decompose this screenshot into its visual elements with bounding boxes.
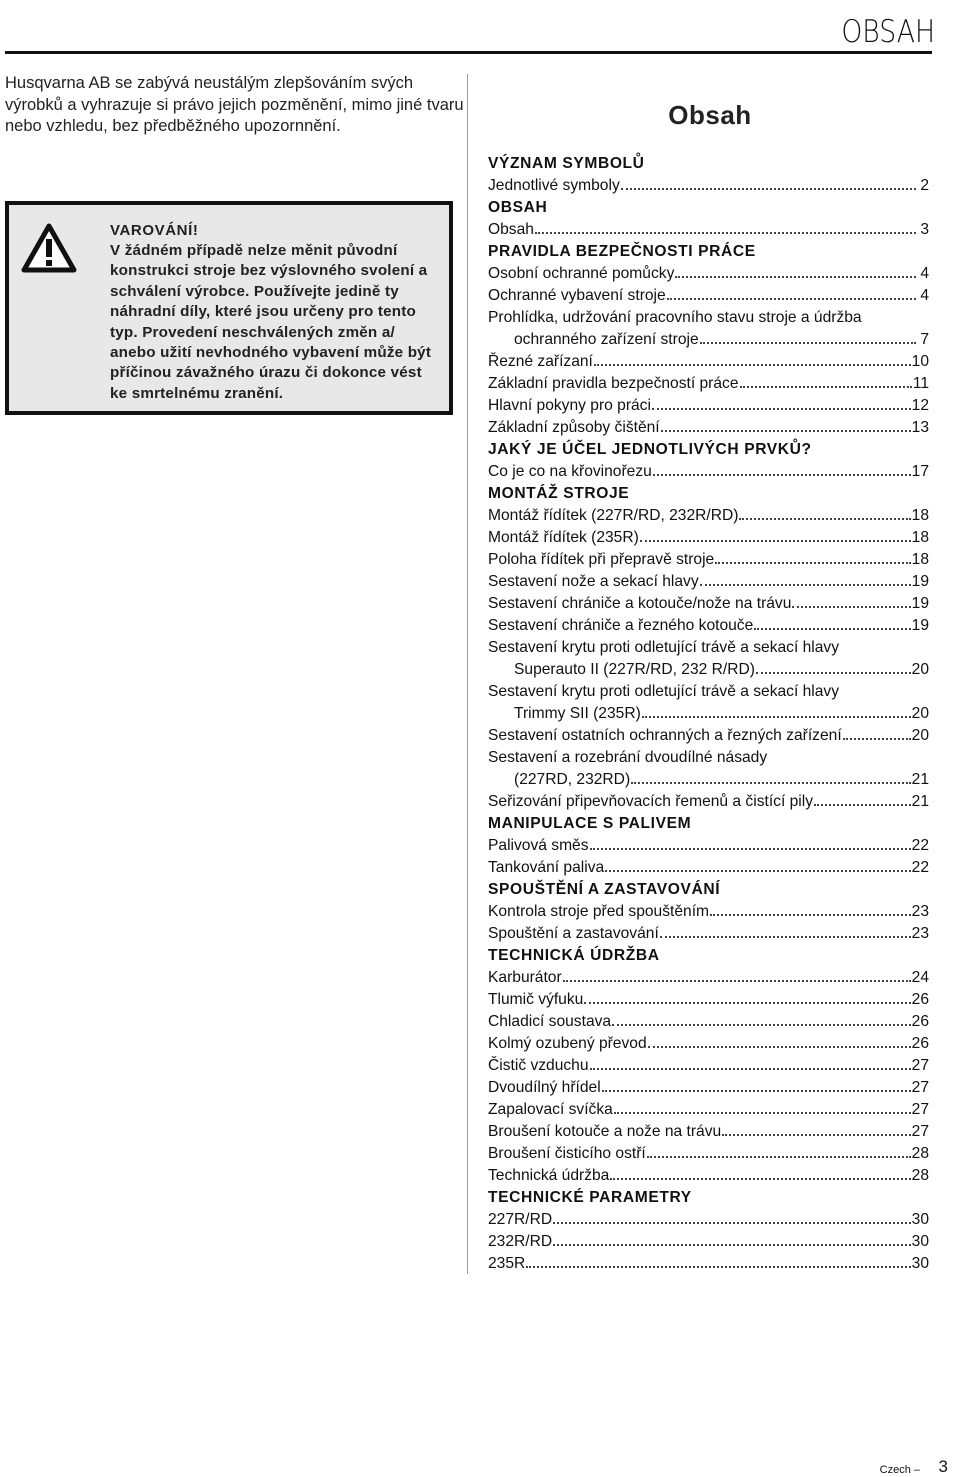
- toc-page-number: 27: [911, 1123, 929, 1140]
- toc-entry-label: Montáž řídítek (235R): [488, 529, 639, 546]
- toc-dot-leader: [653, 457, 911, 476]
- toc-page-number: 3: [920, 221, 929, 238]
- toc-entry-label: Sestavení chrániče a řezného kotouče: [488, 617, 754, 634]
- toc-entry-label: Sestavení a rozebrání dvoudílné násady: [488, 749, 768, 766]
- toc-page-number: 23: [911, 903, 929, 920]
- toc-dot-leader: [700, 567, 911, 586]
- toc-page-number: 13: [911, 419, 929, 436]
- toc-entry: [488, 857, 929, 879]
- toc-entry-label: Trimmy SII (235R): [514, 705, 641, 722]
- toc-entry-label: Jednotlivé symboly: [488, 177, 620, 194]
- toc-page-number: 30: [911, 1211, 929, 1228]
- toc-dot-leader: [594, 347, 911, 366]
- toc-page-number: 7: [920, 331, 929, 348]
- toc-entry-label: Superauto II (227R/RD, 232 R/RD): [514, 661, 755, 678]
- toc-dot-leader: [526, 1249, 910, 1268]
- toc-entry-label: Základní způsoby čištění: [488, 419, 660, 436]
- toc-entry: [488, 1165, 929, 1187]
- toc-dot-leader: [590, 831, 911, 850]
- toc-dot-leader: [614, 1095, 911, 1114]
- toc-page-number: 4: [920, 265, 929, 282]
- toc-page-number: 18: [911, 529, 929, 546]
- toc-dot-leader: [814, 787, 911, 806]
- toc-dot-leader: [652, 391, 911, 410]
- toc-entry-label: Palivová směs: [488, 837, 589, 854]
- toc-dot-leader: [648, 1029, 911, 1048]
- column-divider: [467, 74, 468, 1274]
- toc-entry-label: Kontrola stroje před spouštěním: [488, 903, 710, 920]
- toc-page-number: 24: [911, 969, 929, 986]
- toc-entry-label: Montáž řídítek (227R/RD, 232R/RD): [488, 507, 739, 524]
- toc-entry-label: Prohlídka, udržování pracovního stavu stroje a údržba: [488, 309, 862, 326]
- toc-entry: [488, 175, 929, 197]
- toc-section-heading: MONTÁŽ STROJE: [488, 485, 630, 502]
- toc-dot-leader: [553, 1205, 911, 1224]
- toc-page-number: 30: [911, 1233, 929, 1250]
- toc-page-number: 19: [911, 573, 929, 590]
- toc-dot-leader: [675, 259, 916, 278]
- toc-page-number: 28: [911, 1145, 929, 1162]
- toc-dot-leader: [640, 523, 911, 542]
- toc-dot-leader: [563, 963, 911, 982]
- toc-section-heading: SPOUŠTĚNÍ A ZASTAVOVÁNÍ: [488, 881, 721, 898]
- toc-entry-label: Obsah: [488, 221, 534, 238]
- warning-text: V žádném případě nelze měnit původní konstrukci stroje bez výslovného svolení a schválení výrobce. Používejte jedině ty náhradní díly, které jsou určeny pro tento typ. Provedení neschválených změn a/ anebo užití nevhodného vybavení může být příčinou závažného úrazu či dokonce vést ke smrtelnému zranění.: [110, 242, 432, 402]
- toc-page-number: 12: [911, 397, 929, 414]
- toc-entry-label: Zapalovací svíčka: [488, 1101, 613, 1118]
- toc-page-number: 23: [911, 925, 929, 942]
- toc-dot-leader: [610, 1161, 910, 1180]
- toc-entry: [488, 615, 929, 637]
- toc-dot-leader: [715, 545, 910, 564]
- toc-page-number: 20: [911, 727, 929, 744]
- toc-page-number: 19: [911, 595, 929, 612]
- warning-box: [5, 201, 453, 415]
- toc-dot-leader: [722, 1117, 910, 1136]
- toc-dot-leader: [621, 171, 916, 190]
- intro-paragraph: Husqvarna AB se zabývá neustálým zlepšováním svých výrobků a vyhrazuje si právo jejich pozměnění, mimo jiné tvaru nebo vzhledu, bez předběžného upozornnění.: [5, 74, 464, 135]
- toc-dot-leader: [660, 919, 911, 938]
- toc-entry: [488, 791, 929, 813]
- toc-entry-label: Osobní ochranné pomůcky: [488, 265, 675, 282]
- toc-entry-label: Sestavení chrániče a kotouče/nože na trávu: [488, 595, 792, 612]
- toc-section-heading: OBSAH: [488, 199, 548, 216]
- toc-entry: [488, 659, 929, 681]
- toc-dot-leader: [605, 853, 910, 872]
- toc-entry: [488, 923, 929, 945]
- toc-entry-label: Základní pravidla bezpečností práce: [488, 375, 739, 392]
- toc-dot-leader: [553, 1227, 911, 1246]
- toc-entry-label: Karburátor: [488, 969, 562, 986]
- toc-page-number: 18: [911, 507, 929, 524]
- page-header-title: OBSAH: [841, 14, 935, 50]
- toc-entry-label: Sestavení krytu proti odletující trávě a sekací hlavy: [488, 683, 840, 700]
- toc-page-number: 26: [911, 991, 929, 1008]
- toc-dot-leader: [700, 325, 916, 344]
- toc-dot-leader: [710, 897, 911, 916]
- toc-section-heading: PRAVIDLA BEZPEČNOSTI PRÁCE: [488, 243, 756, 260]
- toc-dot-leader: [843, 721, 911, 740]
- header-rule: [5, 51, 932, 54]
- toc-page-number: 26: [911, 1013, 929, 1030]
- toc-dot-leader: [535, 215, 916, 234]
- toc-page-number: 20: [911, 661, 929, 678]
- toc-page-number: 28: [911, 1167, 929, 1184]
- toc-entry-label: 235R: [488, 1255, 526, 1272]
- toc-section-heading: MANIPULACE S PALIVEM: [488, 815, 692, 832]
- toc-section-heading: TECHNICKÁ ÚDRŽBA: [488, 947, 660, 964]
- toc-entry-label: Poloha řídítek při přepravě stroje: [488, 551, 715, 568]
- toc-dot-leader: [739, 501, 910, 520]
- toc-entry-label: Co je co na křovinořezu: [488, 463, 652, 480]
- toc-page-number: 17: [911, 463, 929, 480]
- toc-entry-label: Hlavní pokyny pro práci: [488, 397, 651, 414]
- toc-entry-label: Tankování paliva: [488, 859, 605, 876]
- toc-entry-label: 232R/RD: [488, 1233, 553, 1250]
- toc-entry: [488, 1253, 929, 1275]
- toc-entry-label: (227RD, 232RD): [514, 771, 631, 788]
- toc-entry-label: Sestavení krytu proti odletující trávě a sekací hlavy: [488, 639, 840, 656]
- toc-entry: [488, 461, 929, 483]
- toc-entry: [488, 417, 929, 439]
- toc-entry-label: Ochranné vybavení stroje: [488, 287, 666, 304]
- toc-dot-leader: [612, 1007, 911, 1026]
- toc-entry-label: Tlumič výfuku: [488, 991, 584, 1008]
- toc-entry-label: ochranného zařízení stroje: [514, 331, 699, 348]
- toc-page-number: 2: [920, 177, 929, 194]
- toc-entry-label: Řezné zařízaní: [488, 353, 593, 370]
- toc-title: Obsah: [668, 100, 752, 130]
- toc-page-number: 27: [911, 1079, 929, 1096]
- toc-dot-leader: [642, 699, 911, 718]
- toc-dot-leader: [661, 413, 911, 432]
- toc-entry: [488, 725, 929, 747]
- toc-page-number: 19: [911, 617, 929, 634]
- toc-page-number: 21: [911, 793, 929, 810]
- toc-entry-label: Čistič vzduchu: [488, 1057, 589, 1074]
- toc-page-number: 22: [911, 837, 929, 854]
- toc-dot-leader: [602, 1073, 911, 1092]
- toc-page-number: 4: [920, 287, 929, 304]
- toc-entry-label: Sestavení nože a sekací hlavy: [488, 573, 699, 590]
- toc-entry-label: Dvoudílný hřídel: [488, 1079, 601, 1096]
- toc-page-number: 11: [912, 375, 929, 392]
- toc-entry-label: 227R/RD: [488, 1211, 553, 1228]
- toc-section-heading: TECHNICKÉ PARAMETRY: [488, 1189, 692, 1206]
- toc-page-number: 21: [911, 771, 929, 788]
- toc-entry-label: Kolmý ozubený převod: [488, 1035, 647, 1052]
- warning-triangle-icon: [21, 223, 77, 273]
- toc-entry-label: Broušení kotouče a nože na trávu: [488, 1123, 722, 1140]
- toc-dot-leader: [667, 281, 916, 300]
- toc-dot-leader: [756, 655, 911, 674]
- toc-entry: [488, 285, 929, 307]
- toc-page-number: 27: [911, 1057, 929, 1074]
- toc-entry: [488, 219, 929, 241]
- toc-section-heading: VÝZNAM SYMBOLŮ: [488, 155, 645, 172]
- toc-entry-label: Seřizování připevňovacích řemenů a čistící pily: [488, 793, 814, 810]
- toc-page-number: 26: [911, 1035, 929, 1052]
- toc-dot-leader: [584, 985, 910, 1004]
- toc-section-heading: JAKÝ JE ÚČEL JEDNOTLIVÝCH PRVKŮ?: [488, 441, 812, 458]
- toc-page-number: 30: [911, 1255, 929, 1272]
- toc-dot-leader: [754, 611, 910, 630]
- toc-dot-leader: [631, 765, 911, 784]
- footer-language: Czech –: [879, 1464, 920, 1476]
- toc-page-number: 27: [911, 1101, 929, 1118]
- toc-entry-label: Technická údržba: [488, 1167, 610, 1184]
- table-of-contents: [488, 153, 929, 1275]
- warning-title: VAROVÁNÍ!: [110, 222, 199, 239]
- toc-page-number: 18: [911, 551, 929, 568]
- toc-dot-leader: [647, 1139, 911, 1158]
- toc-entry-label: Chladicí soustava: [488, 1013, 612, 1030]
- toc-entry-label: Spouštění a zastavování: [488, 925, 659, 942]
- toc-entry-label: Sestavení ostatních ochranných a řezných zařízení: [488, 727, 842, 744]
- toc-page-number: 20: [911, 705, 929, 722]
- toc-page-number: 22: [911, 859, 929, 876]
- toc-dot-leader: [590, 1051, 911, 1070]
- footer-page-number: 3: [938, 1457, 948, 1476]
- toc-entry-label: Broušení čisticího ostří: [488, 1145, 646, 1162]
- toc-dot-leader: [792, 589, 910, 608]
- toc-dot-leader: [740, 369, 912, 388]
- toc-page-number: 10: [911, 353, 929, 370]
